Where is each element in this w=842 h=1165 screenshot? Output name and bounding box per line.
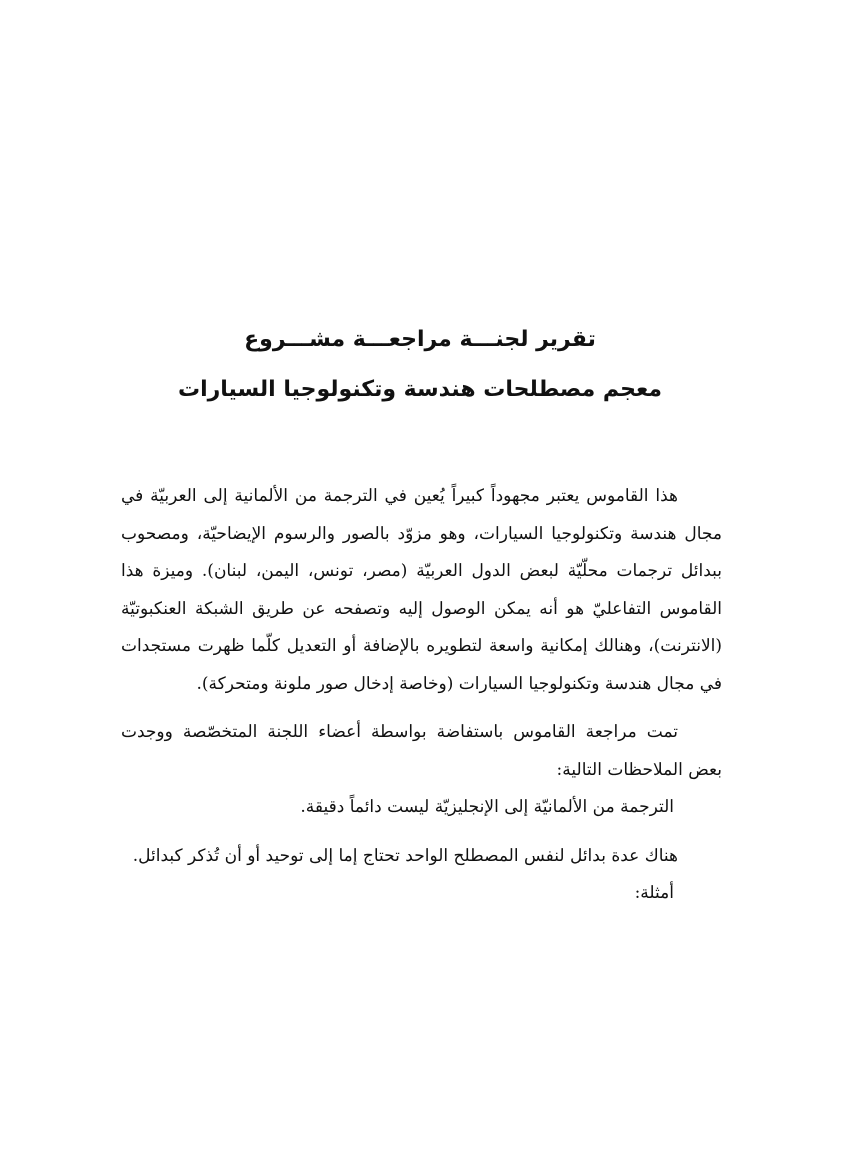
title-line-1: تقرير لجنـــة مراجعـــة مشـــروع xyxy=(244,327,596,352)
intro-paragraph: هذا القاموس يعتبر مجهوداً كبيراً يُعين في الترجمة من الألمانية إلى العربيّة في مجال هندسة وتكنولوجيا السيارات، وهو مزوّد بالصور والرسوم الإيضاحيّة، ومصحوب ببدائل ترجمات محلّيّة لبعض الدول العربيّة (مصر، تونس، اليمن، لبنان). وميزة هذا القاموس التفاعليّ هو أنه يمكن الوصول إليه وتصفحه عن طريق الشبكة العنكبوتيّة (الانترنت)، وهنالك إمكانية واسعة لتطويره بالإضافة أو التعديل كلّما ظهرت مستجدات في مجال هندسة وتكنولوجيا السيارات (وخاصة إدخال صور ملونة ومتحركة). xyxy=(121,486,722,694)
report-body xyxy=(121,478,722,913)
review-paragraph: تمت مراجعة القاموس باستفاضة بواسطة أعضاء اللجنة المتخصّصة ووجدت بعض الملاحظات التالية: xyxy=(121,722,722,780)
title-line-2: معجم مصطلحات هندسة وتكنولوجيا السيارات xyxy=(177,377,663,402)
report-title xyxy=(120,325,720,405)
examples-label: أمثلة: xyxy=(634,883,674,903)
note-translation-accuracy: الترجمة من الألمانيّة إلى الإنجليزيّة ليست دائماً دقيقة. xyxy=(300,797,674,817)
note-term-alternatives: هناك عدة بدائل لنفس المصطلح الواحد تحتاج إما إلى توحيد أو أن تُذكر كبدائل. xyxy=(132,845,678,866)
